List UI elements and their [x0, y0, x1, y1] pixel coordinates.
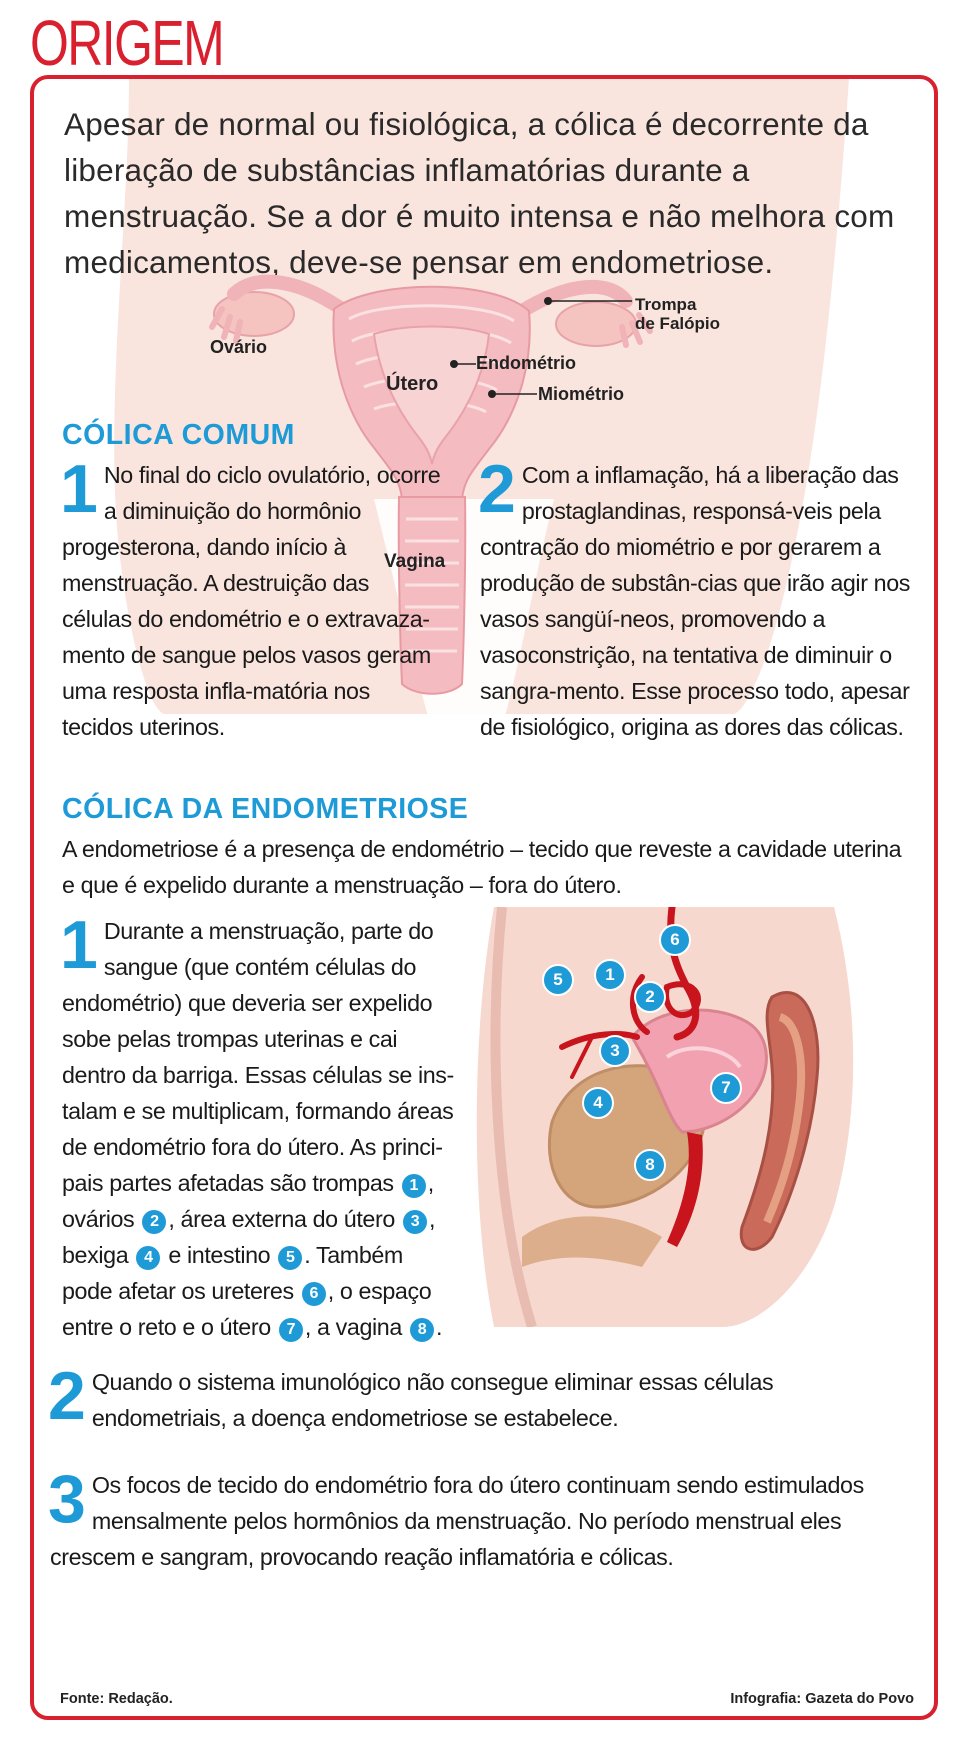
endometriose-step1 [60, 907, 454, 1345]
marker-ovarios: 2 [634, 981, 666, 1013]
badge-ovarios: 2 [142, 1210, 166, 1234]
infographic-frame [30, 75, 938, 1720]
label-endometrio: Endométrio [476, 353, 577, 373]
pelvis-sagittal-illustration [462, 907, 882, 1327]
label-ovario: Ovário [210, 337, 268, 357]
label-vagina: Vagina [384, 551, 446, 572]
badge-bexiga: 4 [136, 1246, 160, 1270]
label-trompa-line2: de Falópio [635, 314, 720, 333]
badge-vagina: 8 [410, 1318, 434, 1342]
step-number: 1 [60, 451, 96, 527]
badge-reto-utero: 7 [279, 1318, 303, 1342]
colica-comum-step2 [478, 451, 911, 745]
step-text: , ovários [62, 1170, 434, 1232]
step-text: , área externa do útero [168, 1206, 401, 1232]
step-text: , a vagina [304, 1314, 408, 1340]
badge-ureteres: 6 [302, 1282, 326, 1306]
endometriose-heading: CÓLICA DA ENDOMETRIOSE [62, 793, 469, 825]
badge-trompas: 1 [402, 1174, 426, 1198]
intro-text: Apesar de normal ou fisiológica, a cólica é decorrente da liberação de substâncias inflamatórias durante a menstruação. Se a dor é muito intensa e não melhora com medicamentos, deve-se pensar em endometriose. [64, 106, 895, 280]
colica-comum-heading: CÓLICA COMUM [62, 419, 295, 451]
label-trompa [635, 295, 720, 333]
endometriose-definition: A endometriose é a presença de endométrio – tecido que reveste a cavidade uterina e que é expelido durante a menstruação – fora do útero. [62, 836, 902, 898]
step-text: . Também pode afetar os ureteres [62, 1242, 403, 1304]
step-number: 1 [60, 907, 96, 983]
step-text: Quando o sistema imunológico não consegue eliminar essas células endometriais, a doença endometriose se estabelece. [91, 1369, 774, 1431]
step-text: Os focos de tecido do endométrio fora do útero continuam sendo estimulados mensalmente pelos hormônios da menstruação. No período menstrual eles crescem e sangram, provocando reação inflamatória e cólicas. [50, 1472, 864, 1570]
marker-reto-utero: 7 [710, 1072, 742, 1104]
step-text: , o espaço entre o reto e o útero [62, 1278, 432, 1340]
step-text: . [435, 1314, 443, 1340]
footer-credit: Infografia: Gazeta do Povo [730, 1691, 914, 1707]
step-number: 2 [478, 451, 514, 527]
step-text: e intestino [162, 1242, 277, 1268]
step-number: 2 [48, 1358, 84, 1434]
endometriose-step3 [48, 1461, 920, 1575]
marker-vagina: 8 [634, 1149, 666, 1181]
badge-intestino: 5 [278, 1246, 302, 1270]
endometriose-step2 [48, 1358, 910, 1436]
footer-source: Fonte: Redação. [60, 1691, 173, 1707]
marker-utero-externo: 3 [599, 1035, 631, 1067]
label-utero: Útero [386, 373, 439, 395]
step-text: No final do ciclo ovulatório, ocorre a diminuição do hormônio progesterona, dando início à menstruação. A destruição das células do endométrio e o extravaza-mento de sangue pelos vasos geram uma resposta infla-matória nos tecidos uterinos. [62, 462, 441, 740]
step-number: 3 [48, 1461, 84, 1537]
step-text: Com a inflamação, há a liberação das prostaglandinas, responsá-veis pela contração do miométrio e por gerarem a produção de substân-cias que irão agir nos vasos sangüí-neos, promovendo a vasoconstrição, na tentativa de diminuir o sangra-mento. Esse processo todo, apesar de fisiológico, origina as dores das cólicas. [480, 462, 911, 740]
marker-ureteres: 6 [659, 924, 691, 956]
marker-bexiga: 4 [582, 1087, 614, 1119]
page-title: ORIGEM [30, 7, 224, 79]
colica-comum-step1 [60, 451, 444, 745]
label-miometrio: Miométrio [538, 384, 625, 404]
marker-intestino: 5 [542, 964, 574, 996]
step-text: Durante a menstruação, parte do sangue (que contém células do endométrio) que deveria ser expelido sobe pelas trompas uterinas e cai dentro da barriga. Essas células se ins-talam e se multiplicam, formando áreas de endométrio fora do útero. As princi-pais partes afetadas são trompas [62, 918, 454, 1196]
marker-trompas: 1 [594, 959, 626, 991]
step-text: , bexiga [62, 1206, 436, 1268]
label-trompa-line1: Trompa [635, 295, 697, 314]
badge-utero-externo: 3 [403, 1210, 427, 1234]
